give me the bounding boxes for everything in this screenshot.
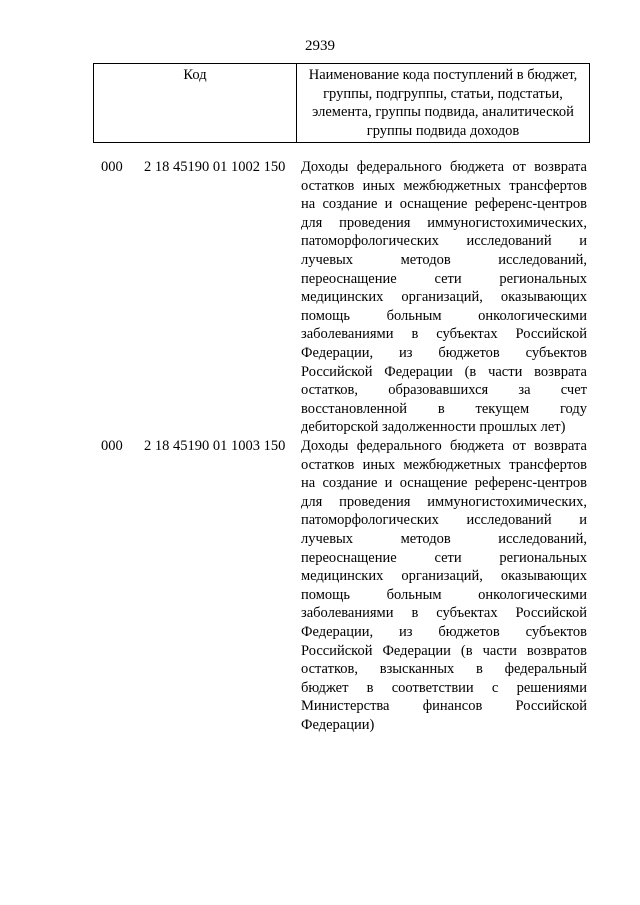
header-name-column — [297, 64, 589, 142]
header-name-line: Наименование кода поступлений в бюджет, — [308, 67, 578, 83]
admin-code: 000 — [101, 438, 123, 454]
revenue-code: 2 18 45190 01 1002 150 — [144, 159, 286, 175]
description-line: патоморфологических исследований и — [301, 233, 587, 250]
description-line: заболеваниями в субъектах Российской — [301, 326, 587, 343]
description-line: патоморфологических исследований и — [301, 512, 587, 529]
description-line: на создание и оснащение референс-центров — [301, 196, 587, 213]
description-line: заболеваниями в субъектах Российской — [301, 605, 587, 622]
description-line: помощь больным онкологическими — [301, 586, 587, 603]
description-line: для проведения иммуногистохимических, — [301, 214, 587, 231]
description-line: лучевых методов исследований, — [301, 251, 587, 268]
description-line: Министерства финансов Российской — [301, 698, 587, 715]
header-name-line: группы, подгруппы, статьи, подстатьи, — [323, 85, 563, 102]
header-code-column: Код — [94, 64, 297, 142]
description-line: остатков иных межбюджетных трансфертов — [301, 177, 587, 194]
description-line: дебиторской задолженности прошлых лет) — [301, 419, 566, 436]
description-line: медицинских организаций, оказывающих — [301, 568, 587, 585]
description-line: восстановленной в текущем году — [301, 400, 587, 417]
admin-code: 000 — [101, 159, 123, 175]
description-line: переоснащение сети региональных — [301, 270, 587, 287]
description-line: лучевых методов исследований, — [301, 530, 587, 547]
description-line: Федерации, из бюджетов субъектов — [301, 344, 587, 361]
page-number: 2939 — [305, 38, 335, 54]
description-line: на создание и оснащение референс-центров — [301, 475, 587, 492]
revenue-description — [301, 437, 587, 735]
description-line: Федерации, из бюджетов субъектов — [301, 623, 587, 640]
description-line: остатков иных межбюджетных трансфертов — [301, 456, 587, 473]
description-line: остатков, взысканных в федеральный — [301, 661, 587, 678]
header-name-line: элемента, группы подвида, аналитической — [312, 104, 574, 120]
description-line: Федерации) — [301, 716, 375, 733]
description-line: бюджет в соответствии с решениями — [301, 679, 587, 696]
header-name-line: группы подвида доходов — [366, 122, 520, 139]
description-line: помощь больным онкологическими — [301, 307, 587, 324]
description-line: для проведения иммуногистохимических, — [301, 493, 587, 510]
description-line: остатков, образовавшихся за счет — [301, 382, 587, 399]
description-line: медицинских организаций, оказывающих — [301, 289, 587, 306]
description-line: Доходы федерального бюджета от возврата — [301, 159, 587, 175]
description-line: переоснащение сети региональных — [301, 549, 587, 566]
description-line: Российской Федерации (в части возвратов — [301, 642, 587, 659]
revenue-description — [301, 158, 587, 437]
description-line: Российской Федерации (в части возврата — [301, 363, 587, 380]
revenue-code: 2 18 45190 01 1003 150 — [144, 438, 286, 454]
description-line: Доходы федерального бюджета от возврата — [301, 438, 587, 454]
table-header — [93, 63, 590, 143]
